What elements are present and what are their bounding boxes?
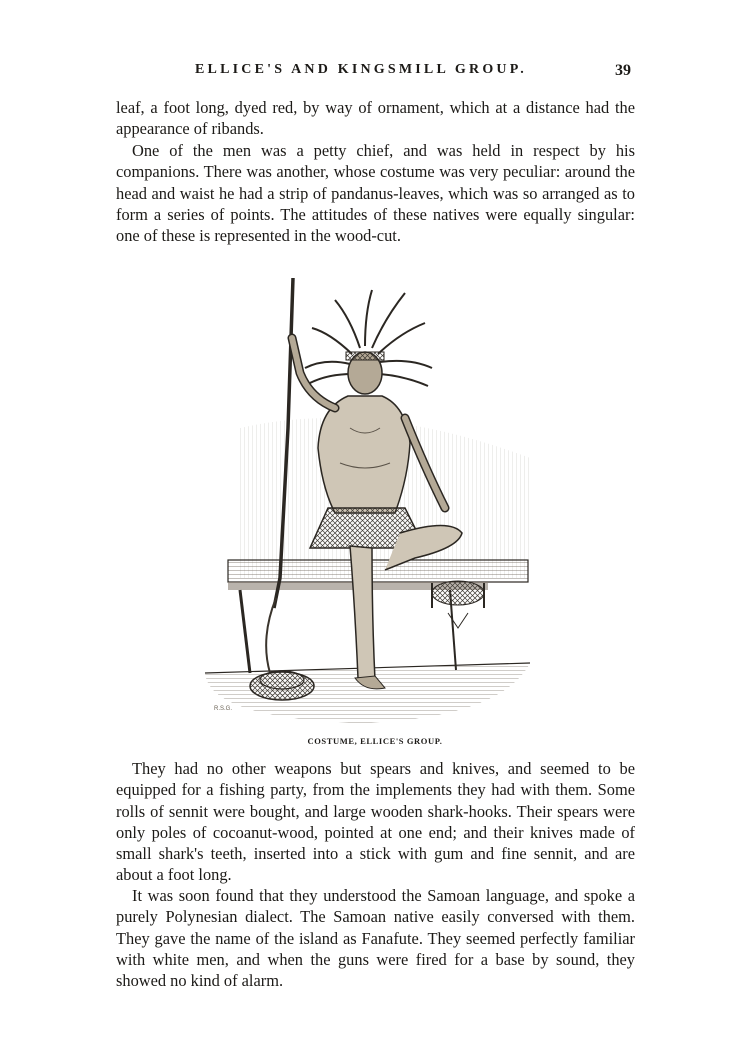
paragraph-weapons: They had no other weapons but spears and knives, and seemed to be equipped for a fishing party, from the implements they had with them. Some rolls of sennit were bought, and large wooden shark-hooks. Their spears were only poles of cocoanut-wood, pointed at one end; and their knives made of small shark's teeth, inserted into a stick with gum and fine sennit, and are about a foot long. — [116, 759, 635, 885]
running-head — [0, 60, 750, 84]
woodcut-figure — [200, 278, 540, 728]
page-number: 39 — [615, 62, 631, 79]
paragraph-costume: One of the men was a petty chief, and was held in respect by his companions. There was another, whose costume was very peculiar: around the head and waist he had a strip of pandanus-leaves, which was so arranged as to form a series of points. The attitudes of these natives were equally singular: one of these is represented in the wood-cut. — [116, 141, 635, 246]
running-title: ELLICE'S AND KINGSMILL GROUP. — [195, 62, 527, 77]
figure-caption: COSTUME, ELLICE'S GROUP. — [307, 736, 443, 746]
engraver-mark: R.S.G. — [214, 706, 233, 712]
paragraph-language: It was soon found that they understood the Samoan language, and spoke a purely Polynesian dialect. The Samoan native easily conversed with them. They gave the name of the island as Fanafute. They seemed perfectly familiar with white men, and when the guns were fired for a base by sound, they showed no kind of alarm. — [116, 886, 635, 991]
paragraph-continued: leaf, a foot long, dyed red, by way of ornament, which at a distance had the appearance of ribands. — [116, 98, 635, 139]
woodcut-illustration — [200, 278, 540, 728]
